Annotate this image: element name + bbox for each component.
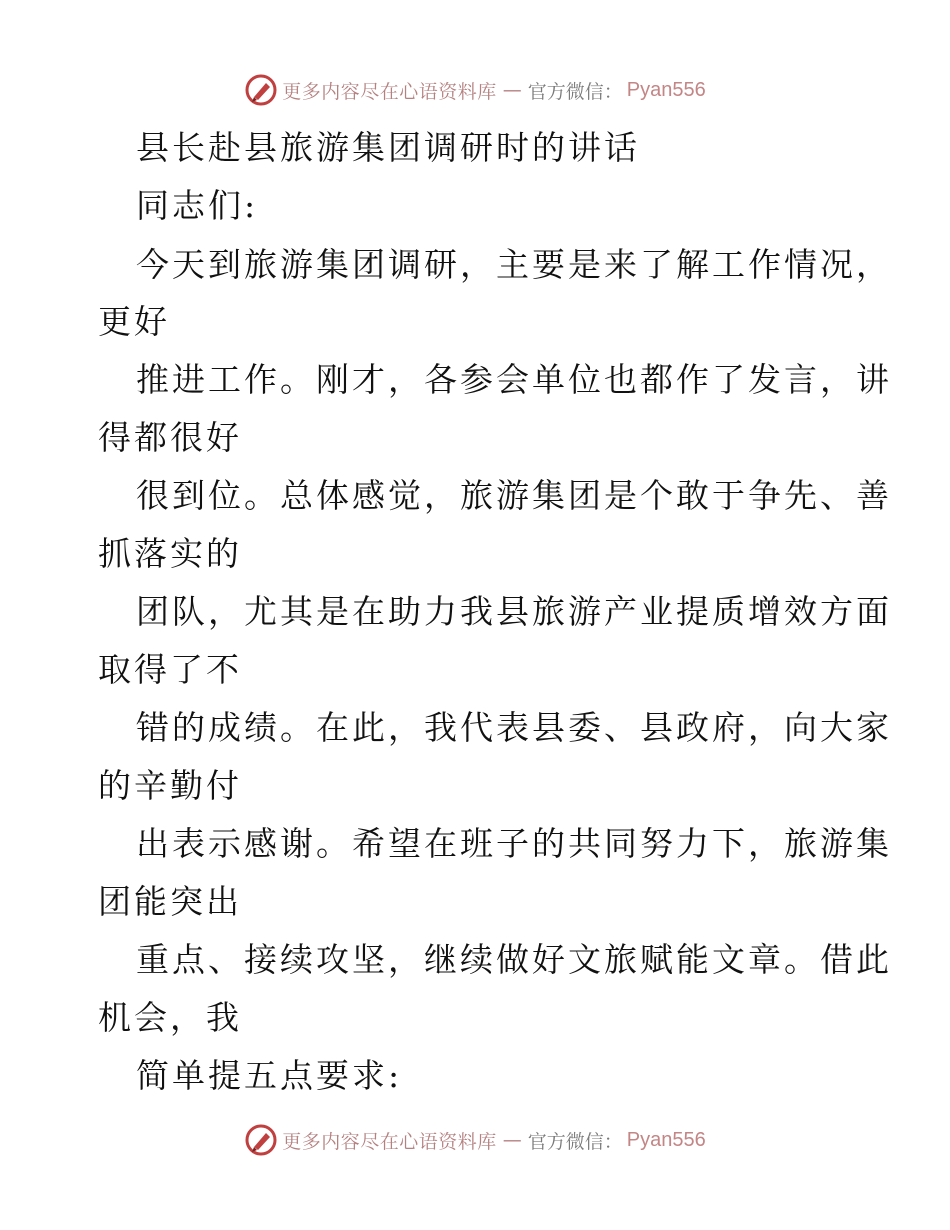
pen-logo-icon: [244, 73, 278, 107]
paragraph-line: 得都很好: [98, 418, 242, 457]
paragraph-line: 团能突出: [98, 882, 242, 921]
paragraph-line: 重点、接续攻坚，继续做好文旅赋能文章。借此: [136, 940, 892, 979]
paragraph-line: 更好: [98, 302, 170, 341]
paragraph-line: 的辛勤付: [98, 766, 242, 805]
paragraph-line: 错的成绩。在此，我代表县委、县政府，向大家: [136, 708, 892, 747]
paragraph-line: 取得了不: [98, 650, 242, 689]
watermark-wechat-id: Pyan556: [626, 78, 706, 101]
paragraph-line: 很到位。总体感觉，旅游集团是个敢于争先、善: [136, 476, 892, 515]
footer-watermark: [0, 1122, 950, 1158]
paragraph-line: 简单提五点要求:: [136, 1056, 403, 1095]
document-title: 县长赴县旅游集团调研时的讲话: [136, 128, 640, 167]
watermark-official-label: 官方微信：: [527, 80, 623, 103]
watermark-dash: —: [502, 1129, 522, 1151]
pen-logo-icon: [244, 1123, 278, 1157]
paragraph-line: 抓落实的: [98, 534, 242, 573]
paragraph-line: 机会，我: [98, 998, 242, 1037]
header-watermark: [0, 72, 950, 108]
paragraph-line: 推进工作。刚才，各参会单位也都作了发言，讲: [136, 360, 892, 399]
watermark-dash: —: [502, 79, 522, 101]
watermark-official-label: 官方微信：: [527, 1130, 623, 1153]
paragraph-line: 出表示感谢。希望在班子的共同努力下，旅游集: [136, 824, 892, 863]
watermark-text: 更多内容尽在心语资料库: [282, 80, 497, 103]
paragraph-line: 今天到旅游集团调研，主要是来了解工作情况，: [136, 245, 892, 284]
salutation: 同志们:: [136, 186, 259, 225]
watermark-text: 更多内容尽在心语资料库: [282, 1130, 497, 1153]
paragraph-line: 团队，尤其是在助力我县旅游产业提质增效方面: [136, 592, 892, 631]
watermark-wechat-id: Pyan556: [626, 1128, 706, 1151]
